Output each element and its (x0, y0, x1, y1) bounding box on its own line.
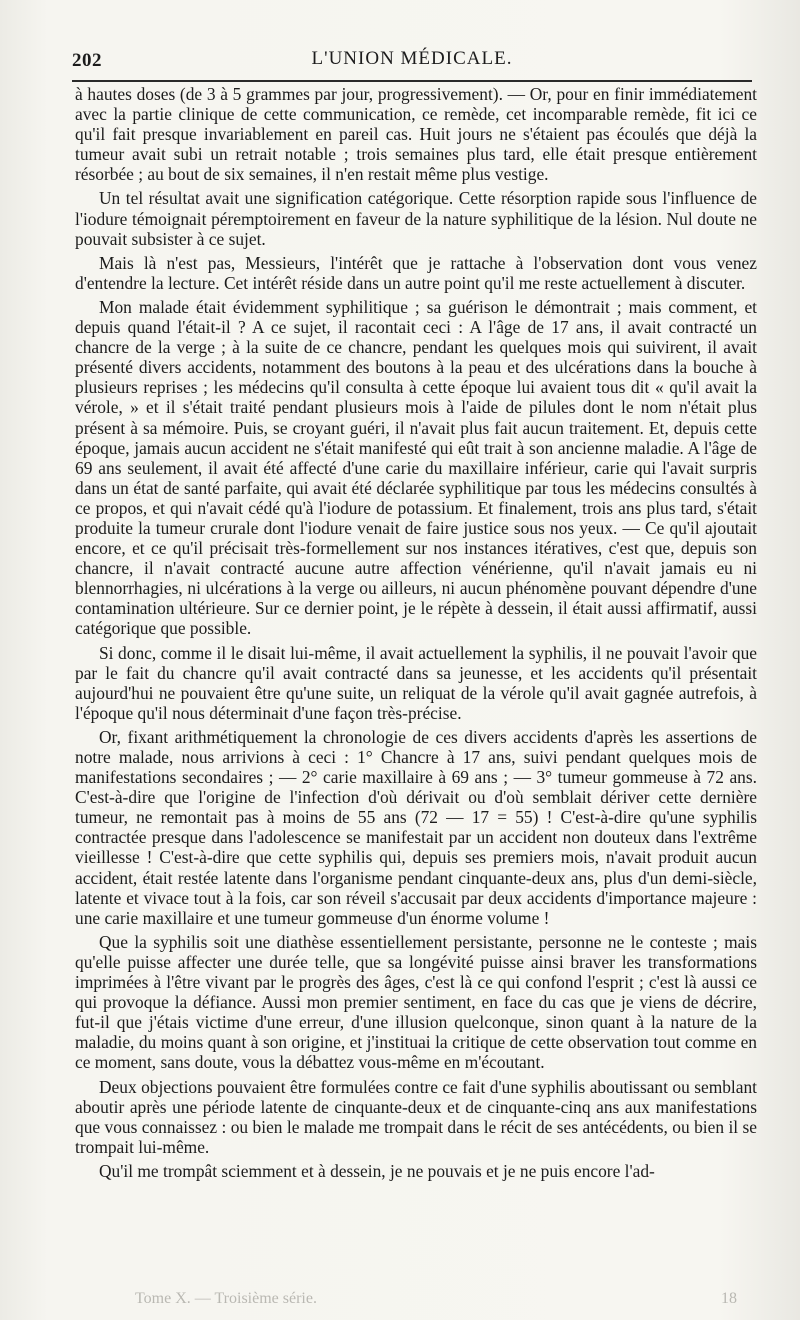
paragraph: à hautes doses (de 3 à 5 grammes par jour, progressivement). — Or, pour en finir immédiatement avec la partie clinique de cette communication, ce remède, cet incomparable remède, fit ici ce qu'il fait presque invariablement en pareil cas. Huit jours ne s'étaient pas écoulés que déjà la tumeur avait subi un retrait notable ; trois semaines plus tard, elle était presque entièrement résorbée ; au bout de six semaines, il n'en restait même plus vestige. (75, 84, 757, 185)
header-rule (72, 80, 752, 82)
paragraph: Deux objections pouvaient être formulées contre ce fait d'une syphilis aboutissant ou semblant aboutir après une période latente de cinquante-deux et de cinquante-cinq ans aux manifestations que vous connaissez : ou bien le malade me trompait dans le récit de ses antécédents, ou bien il se trompait lui-même. (75, 1076, 757, 1157)
running-title: L'UNION MÉDICALE. (311, 48, 513, 69)
page-header (72, 46, 752, 78)
paragraph: Qu'il me trompât sciemment et à dessein, je ne pouvais et je ne puis encore l'ad- (99, 1160, 655, 1181)
page-number: 202 (72, 50, 102, 71)
paragraph: Mon malade était évidemment syphilitique ; sa guérison le démontrait ; mais comment, et depuis quand l'était-il ? A ce sujet, il racontait ceci : A l'âge de 17 ans, il avait contracté un chancre de la verge ; à la suite de ce chancre, pendant les quelques mois qui suivirent, il avait présenté divers accidents, notamment des boutons à la peau et des ulcérations dans la bouche à plusieurs reprises ; les médecins qu'il consulta à cette époque lui avaient tous dit « qu'il avait la vérole, » et il s'était traité pendant plusieurs mois à l'aide de pilules dont le nom n'était plus présent à sa mémoire. Puis, se croyant guéri, il n'avait plus fait aucun traitement. Et, depuis cette époque, jamais aucun accident ne s'était manifesté qui eût trait à son ancienne maladie. A l'âge de 69 ans seulement, il avait été affecté d'une carie du maxillaire inférieur, carie qui l'avait surpris dans un état de santé parfaite, qui avait été déclarée syphilitique par tous les médecins consultés à ce propos, et qui n'avait cédé qu'à l'iodure de potassium. Et finalement, trois ans plus tard, s'était produite la tumeur crurale dont l'iodure venait de faire justice sous nos yeux. — Ce qu'il ajoutait encore, et ce qu'il précisait très-formellement sur nos instances itératives, c'est que, depuis son chancre, il n'avait contracté aucune autre affection vénérienne, qu'il n'avait jamais eu ni blennorrhagies, ni ulcérations à la verge ou ailleurs, ni aucun phénomène pouvant dépendre d'une contamination ultérieure. Sur ce dernier point, je le répète à dessein, il était aussi affirmatif, aussi catégorique que possible. (75, 296, 757, 639)
paragraph: Or, fixant arithmétiquement la chronologie de ces divers accidents d'après les assertions de notre malade, nous arrivions à ceci : 1° Chancre à 17 ans, suivi pendant quelques mois de manifestations secondaires ; — 2° carie maxillaire à 69 ans ; — 3° tumeur gommeuse à 72 ans. C'est-à-dire que l'origine de l'infection d'où dérivait ou d'où semblait dériver cette dernière tumeur, ne remontait pas à moins de 55 ans (72 — 17 = 55) ! C'est-à-dire qu'une syphilis contractée presque dans l'adolescence se manifestait par un accident non douteux dans l'extrême vieillesse ! C'est-à-dire que cette syphilis qui, depuis ses premiers mois, n'avait produit aucun accident, était restée latente dans l'organisme pendant cinquante-deux ans, plus d'un demi-siècle, latente et vivace tout à la fois, car son réveil s'accusait par deux accidents d'importance majeure : une carie maxillaire et une tumeur gommeuse d'un énorme volume ! (75, 726, 757, 928)
paragraph: Si donc, comme il le disait lui-même, il avait actuellement la syphilis, il ne pouvait l'avoir que par le fait du chancre qu'il avait contracté dans sa jeunesse, et les accidents qu'il présentait aujourd'hui ne pouvaient être qu'une suite, un reliquat de la vérole qu'il avait gagnée autrefois, à l'époque qu'il nous déterminait d'une façon très-précise. (75, 642, 757, 723)
footer-volume: Tome X. — Troisième série. (135, 1290, 317, 1307)
body-text (75, 84, 757, 1185)
page-footer (75, 1284, 757, 1314)
paragraph: Un tel résultat avait une signification catégorique. Cette résorption rapide sous l'influence de l'iodure témoignait péremptoirement en faveur de la nature syphilitique de la lésion. Nul doute ne pouvait subsister à ce sujet. (75, 188, 757, 249)
paragraph: Que la syphilis soit une diathèse essentiellement persistante, personne ne le conteste ; mais qu'elle puisse affecter une durée telle, que sa longévité puisse ainsi braver les transformations imprimées à l'être vivant par le progrès des âges, c'est là ce qui confond l'esprit ; c'est là aussi ce qui provoque la défiance. Aussi mon premier sentiment, en face du cas que je viens de décrire, fut-il que j'étais victime d'une erreur, d'une illusion quelconque, sinon quant à la nature de la maladie, du moins quant à son origine, et j'instituai la critique de cette observation tout comme en ce moment, sans doute, vous la débattez vous-même en m'écoutant. (75, 931, 757, 1073)
paragraph: Mais là n'est pas, Messieurs, l'intérêt que je rattache à l'observation dont vous venez d'entendre la lecture. Cet intérêt réside dans un autre point qu'il me reste actuellement à discuter. (75, 252, 757, 293)
footer-signature: 18 (721, 1290, 737, 1307)
